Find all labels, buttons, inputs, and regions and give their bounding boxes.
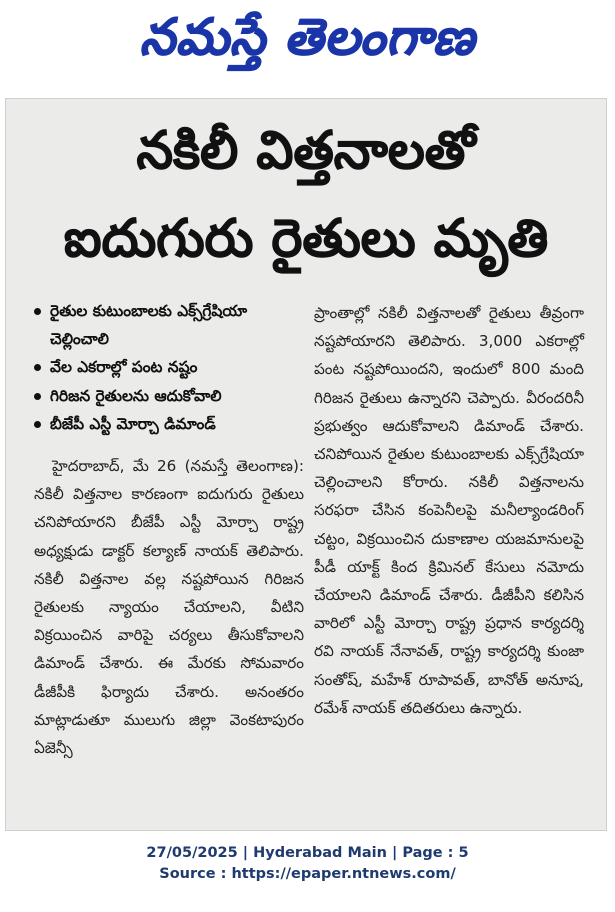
bullet-dot-icon bbox=[34, 393, 41, 400]
bullet-item: గిరిజన రైతులను ఆదుకోవాలి bbox=[34, 382, 304, 410]
bullet-item: వేల ఎకరాల్లో పంట నష్టం bbox=[34, 353, 304, 381]
masthead bbox=[0, 0, 615, 80]
article-body-right: ప్రాంతాల్లో నకిలీ విత్తనాలతో రైతులు తీవ్రంగా నష్టపోయారని తెలిపారు. 3,000 ఎకరాల్లో పంట నష్టపోయిందని, ఇందులో 800 మంది గిరిజన రైతులు ఉన్నారని చెప్పారు. వీరందరినీ ప్రభుత్వం ఆదుకోవాలని డిమాండ్ చేశారు. చనిపోయిన రైతుల కుటుంబాలకు ఎక్స్‌గ్రేషియా చెల్లించాలని కోరారు. నకిలీ విత్తనాలను సరఫరా చేసిన కంపెనీలపై మనీల్యాండరింగ్ చట్టం, విక్రయించిన దుకాణాల యజమానులపై పీడీ యాక్ట్ కింద క్రిమినల్ కేసులు నమోదు చేయాలని డిమాండ్ చేశారు. డీజీపీని కలిసిన వారిలో ఎస్టీ మోర్చా రాష్ట్ర ప్రధాన కార్యదర్శి రవి నాయక్ నేనావత్, రాష్ట్ర కార్యదర్శి కుంజా సంతోష్, మహేశ్ రూపావత్, బానోత్ అనూష, రమేశ్ నాయక్ తదితరులు ఉన్నారు. bbox=[314, 304, 584, 717]
headline-line-1: నకిలీ విత్తనాలతో bbox=[136, 121, 476, 181]
right-column bbox=[314, 299, 584, 722]
article-body-left: హైదరాబాద్, మే 26 (నమస్తే తెలంగాణ): నకిలీ విత్తనాల కారణంగా ఐదుగురు రైతులు చనిపోయారని బీజేపీ ఎస్టీ మోర్చా రాష్ట్ర అధ్యక్షుడు డాక్టర్ కల్యాణ్ నాయక్ తెలిపారు. నకిలీ విత్తనాల వల్ల నష్టపోయిన గిరిజన రైతులకు న్యాయం చేయాలని, వీటిని విక్రయించిన వారిపై చర్యలు తీసుకోవాలని డిమాండ్ చేశారు. ఈ మేరకు సోమవారం డీజీపీకి ఫిర్యాదు చేశారు. అనంతరం మాట్లాడుతూ ములుగు జిల్లా వెంకటాపురం ఏజెన్సీ bbox=[34, 457, 304, 758]
edition-info: 27/05/2025 | Hyderabad Main | Page : 5 bbox=[146, 845, 469, 861]
bullet-item: బీజేపీ ఎస్టీ మోర్చా డిమాండ్ bbox=[34, 410, 304, 438]
bullet-dot-icon bbox=[34, 421, 41, 428]
bullet-dot-icon bbox=[34, 364, 41, 371]
article-clipping bbox=[5, 98, 607, 831]
newspaper-logo: నమస్తే తెలంగాణ bbox=[139, 8, 476, 66]
headline bbox=[6, 107, 606, 283]
bullet-dot-icon bbox=[34, 308, 41, 315]
left-column bbox=[34, 297, 304, 777]
footer bbox=[0, 843, 615, 885]
highlight-bullets bbox=[34, 297, 304, 438]
headline-line-2: ఐదుగురు రైతులు మృతి bbox=[63, 209, 549, 269]
bullet-item: రైతుల కుటుంబాలకు ఎక్స్‌గ్రేషియా చెల్లించాలి bbox=[34, 297, 304, 353]
source-link[interactable]: Source : https://epaper.ntnews.com/ bbox=[159, 866, 456, 882]
